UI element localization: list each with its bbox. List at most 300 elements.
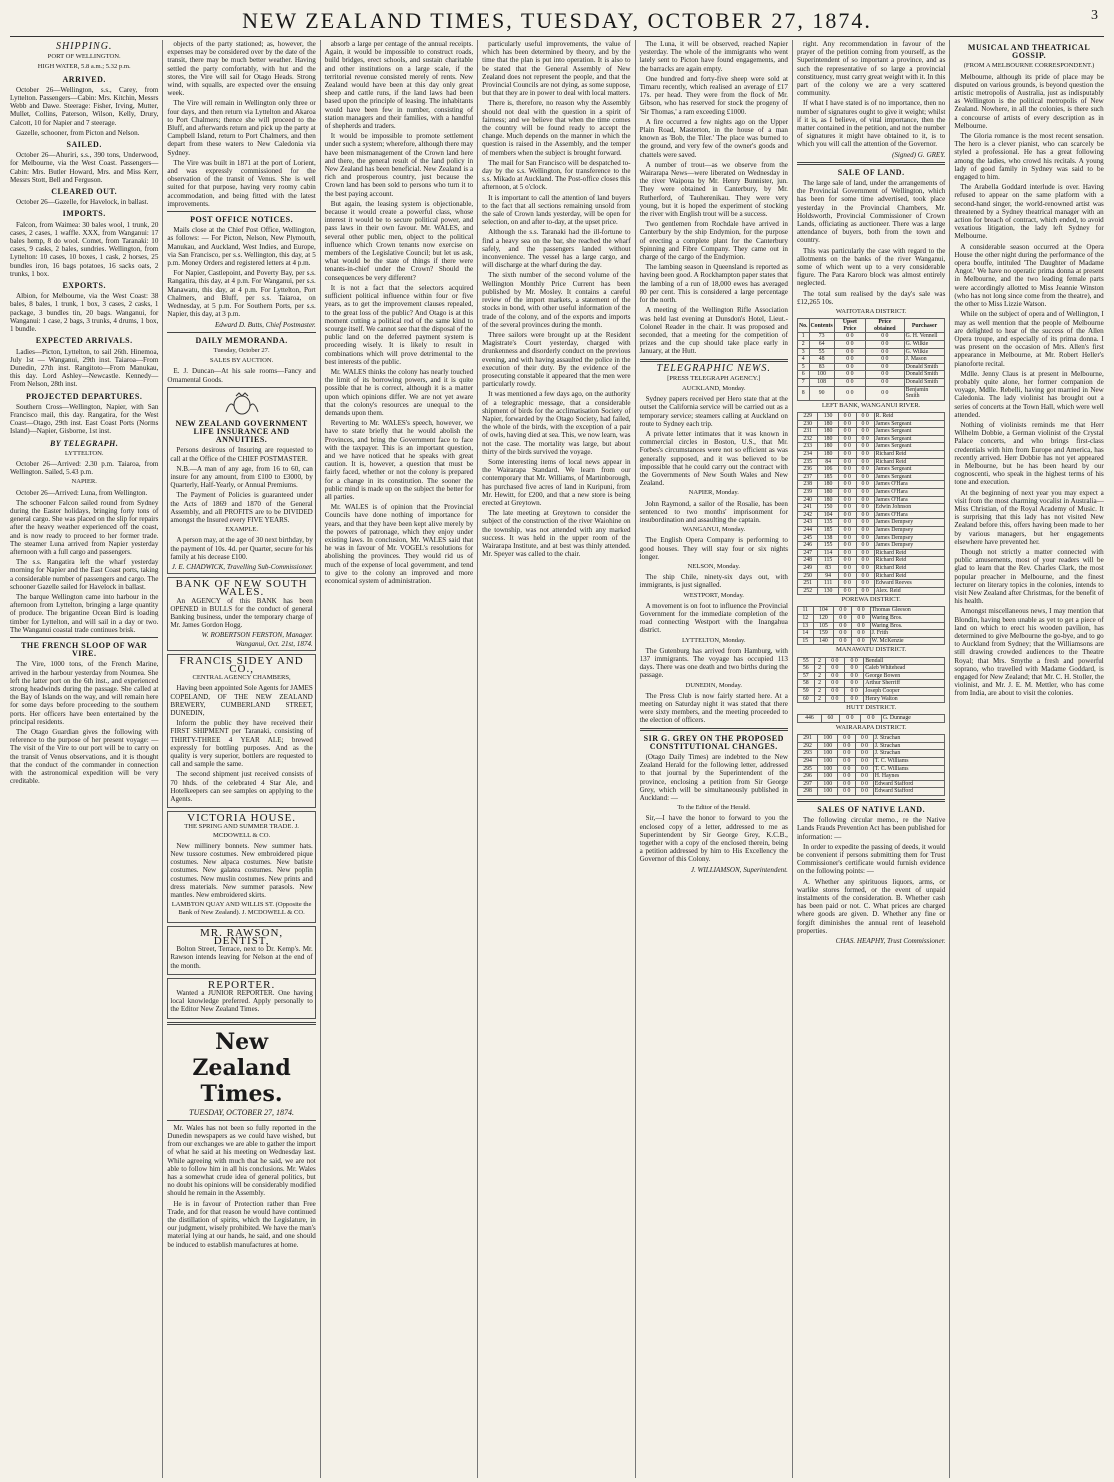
gossip-text-4: A considerable season occurred at the Opera House the other night during the performance of the opera bouffe, intituled 'The Daughter of Madame Angot.' We have no operatic prima donna at present in Melbourne, and the two leading female parts were accordingly allotted to Miss Jeannie Winston (who has not long since come from the theatre), and the other to Miss Lizzie Watson. (954, 242, 1104, 309)
table-row (797, 519, 944, 527)
table-cell: 233 (797, 443, 817, 451)
col-contents: Contents (809, 319, 834, 333)
table-row (797, 386, 944, 400)
table-row (797, 504, 944, 512)
table-row (797, 466, 944, 474)
column-3 (321, 40, 478, 1478)
table-cell: 298 (797, 788, 817, 796)
table-cell: 180 (818, 481, 838, 489)
table-cell: Waring Bros. (870, 615, 945, 623)
native-land-text-3: A. Whether any spirituous liquors, arms, or warlike stores formed, or the event of unpaid instalments of the consideration. B. Whether cash has been paid or not. C. What prices are charged where goods are given. D. Whether any fine or forgift diminishes the annual rent of leasehold properties. (796, 877, 946, 935)
table-cell: 0 0 (866, 341, 905, 349)
table-cell: James Sergeant (874, 473, 945, 481)
table-cell: 100 (818, 773, 838, 781)
reporter-heading: REPORTER. (207, 978, 276, 991)
table-cell: 83 (809, 363, 834, 371)
land-table-manawatu (797, 657, 945, 704)
table-cell: 0 0 (834, 607, 852, 615)
table-cell: Richard Reid (874, 564, 945, 572)
napier-heading: NAPIER, Monday. (688, 489, 739, 497)
table-cell: 0 0 (856, 534, 874, 542)
table-cell: 246 (797, 542, 817, 550)
table-cell: 84 (818, 458, 838, 466)
editorial-continued-5: Mr. WALES thinks the colony has nearly touched the limit of its borrowing powers, and it is quite possible that he is correct, although it is a matter upon which opinions differ. We are not yet aware that the colony's resources are unequal to the demands upon them. (324, 367, 474, 417)
dentist-heading: MR. RAWSON, DENTIST, (200, 926, 284, 947)
table-cell: Waring Bros. (870, 622, 945, 630)
imports-text: Falcon, from Waimea: 30 bales wool, 1 trunk, 20 cases, 2 cases, 1 waffle. XXX, from Wanganui: 17 bales hemp, 8 do wool. Comet, from Taranaki: 10 cases, 9 casks, 2 bales, sundries. Wellington, from Lyttelton: 10 cases, 10 boxes, 1 cask, 2 horses, 25 bundles iron, 16 bags potatoes, 16 sacks oats, 2 trunks, 1 box. (10, 220, 159, 278)
table-cell: 0 0 (834, 386, 865, 400)
column-4 (478, 40, 635, 1478)
shipping-heading: SHIPPING. (55, 41, 113, 52)
sales-text: E. J. Duncan—At his sale rooms—Fancy and Ornamental Goods. (167, 367, 316, 384)
table-row (797, 788, 944, 796)
table-row (797, 363, 944, 371)
daily-memoranda-heading: DAILY MEMORANDA. (195, 335, 288, 345)
table-row (797, 680, 944, 688)
table-cell: 0 0 (838, 526, 856, 534)
table-cell: 291 (797, 735, 817, 743)
table-cell: 180 (818, 428, 838, 436)
table-cell: 234 (797, 451, 817, 459)
col-obtained: Price obtained (866, 319, 905, 333)
land-table-porewa (797, 606, 945, 645)
bank-heading: BANK OF NEW SOUTH WALES. (175, 578, 308, 599)
masthead-title: NEW ZEALAND TIMES, TUESDAY, OCTOBER 27, 1874. (242, 8, 872, 33)
table-cell: 250 (797, 572, 817, 580)
petition-signature: (Signed) G. GREY. (892, 150, 946, 159)
table6-heading: WAIRARAPA DISTRICT. (835, 724, 907, 732)
land-sale-heading: SALE OF LAND. (837, 167, 905, 177)
sailed-text: October 26—Ahuriri, s.s., 390 tons, Underwood, for Melbourne, via the West Coast. Passengers—Cabin: Mrs. Butler Howard, Mrs. and Miss Kerr, Messrs Stott, Bell and Ferguson. (10, 151, 159, 184)
table-cell: 0 0 (856, 511, 874, 519)
cleared-heading: CLEARED OUT. (51, 187, 118, 197)
table-cell: 252 (797, 587, 817, 595)
table-cell: Donald Smith (904, 379, 945, 387)
table-cell: 0 0 (838, 435, 856, 443)
table-cell: 0 0 (838, 572, 856, 580)
table-cell: 0 0 (838, 481, 856, 489)
editorial-continued-7: Mr. WALES is of opinion that the Provincial Councils have done nothing of importance for years, and that they have been kept alive merely by the powers of patronage, which they enjoy under existing laws. In conclusion, Mr. WALES said that he was in favour of Mr. VOGEL's resolutions for abolishing the provinces. They would rid us of much of the expense of local government, and tend to give to the colony an improved and more economical system of administration. (324, 503, 474, 585)
port-heading: PORT OF WELLINGTON. (47, 53, 121, 61)
table-cell: Edwin Johnson (874, 504, 945, 512)
expected-heading: EXPECTED ARRIVALS. (35, 336, 133, 346)
gossip-text-5: While on the subject of opera and of Wellington, I may as well mention that the people of Melbourne are delighted to hear of the success of the Allen Opera troupe, and especially of its prima donna. I was present on the occasion of Mrs. Allen's first appearance in Melbourne, at Mr. Robert Heller's pianoforte recital. (954, 310, 1104, 368)
masthead (10, 8, 1104, 37)
nelson-heading: NELSON, Monday. (687, 562, 741, 570)
reporter-ad (167, 978, 315, 1019)
local-news-7: A meeting of the Wellington Rifle Association was held last evening at Dunsdon's Hotel, Lieut.-Colonel Reader in the chair. It was proposed and seconded, that a meeting for the competition of prizes and the cup should take place early in January, at the Hutt. (639, 306, 788, 356)
table-cell: 180 (818, 443, 838, 451)
table-cell: 0 0 (834, 637, 852, 645)
col-purchaser: Purchaser (904, 319, 945, 333)
land-sale-text-3: The total sum realised by the day's sale was £12,265 10s. (796, 289, 946, 306)
table-cell: 0 0 (856, 526, 874, 534)
victoria-items: New millinery bonnets. New summer hats. New tussore costumes. New embroidered pique costumes. New alpaca costumes. New batiste costumes. New galatea costumes. New poplin costumes. New muslin costumes. New prints and dress materials. New summer parasols. New mantles. New embroidered skirts. (170, 841, 313, 900)
table-cell: 0 0 (825, 672, 844, 680)
table-cell: 0 0 (838, 742, 856, 750)
editorial-continued-6: Reverting to Mr. WALES's speech, however, we have to state briefly that he would abolish the Provinces, and bring the Government face to face with the taxpayer. This is an important question, and we have noticed that he speaks with great caution. It is, however, a question that must be fairly faced, whether or not the colony is prepared for a change in its constitution. The sooner the public mind is made up on the subject the better for all parties. (324, 419, 474, 501)
vire-notice-3: The Vire was built in 1871 at the port of Lorient, and was expressly commissioned for the observation of the transit of Venus. She is well suited for that purpose, having very roomy cabin accommodation, and being fitted with the latest improvements. (167, 158, 316, 208)
table-cell: 0 0 (856, 443, 874, 451)
table-row (797, 672, 944, 680)
table-row (797, 773, 944, 781)
table-row (797, 496, 944, 504)
table-cell: 292 (797, 742, 817, 750)
war-heading: THE FRENCH SLOOP OF WAR VIRE. (21, 641, 148, 659)
table-cell: 104 (813, 607, 834, 615)
sidey-ad (167, 654, 315, 808)
table-cell: 0 0 (844, 680, 863, 688)
table-cell: 0 0 (856, 572, 874, 580)
table-cell: 2 (814, 657, 825, 665)
editorial-text-2: He is in favour of Protection rather than Free Trade, and for that reason he would have continued the distillation of spirits, which the Legislature, in our judgment, wisely prohibited. We have the man's material lying at our hands, he said, and one should be induced to establish manufactures at home. (167, 1199, 316, 1249)
table-row (797, 526, 944, 534)
table4-heading: MANAWATU DISTRICT. (835, 646, 907, 654)
table-cell: 55 (797, 657, 814, 665)
post-office-signature: Edward D. Butts, Chief Postmaster. (214, 320, 316, 329)
table-cell: 0 0 (838, 504, 856, 512)
post-office-text: Mails close at the Chief Post Office, Wellington, as follows: — For Picton, Nelson, New Plymouth, Manukau, and Auckland, West Indies, and Europe, via San Francisco, per s.s. Wellington, this day, at 5 p.m. Money Orders and registered letters at 4 p.m. (167, 226, 316, 268)
projected-heading: PROJECTED DEPARTURES. (26, 391, 143, 401)
table-cell: 0 0 (856, 413, 874, 421)
table-cell: 180 (818, 420, 838, 428)
example-text: A person may, at the age of 30 next birthday, by the payment of 10s. 4d. per Quarter, secure for his family at his decease £100. (170, 536, 313, 561)
table-cell: J. Frith (870, 630, 945, 638)
table-cell: 159 (813, 630, 834, 638)
table-cell: 0 0 (838, 466, 856, 474)
table-row (797, 511, 944, 519)
table-cell: Alex. Reid (874, 587, 945, 595)
reporter-text: Wanted a JUNIOR REPORTER. One having local knowledge preferred. Apply personally to the Editor New Zealand Times. (170, 988, 313, 1014)
table-cell: 108 (809, 379, 834, 387)
table-cell: James O'Hara (874, 511, 945, 519)
table-cell: James Sergeant (874, 435, 945, 443)
land-table-wairarapa (797, 734, 945, 796)
table-cell: 230 (797, 420, 817, 428)
table-cell: Richard Reid (874, 451, 945, 459)
table-cell: 4 (797, 356, 809, 364)
divider (167, 332, 315, 333)
table-row (797, 534, 944, 542)
table-cell: Benjamin Smith (904, 386, 945, 400)
table-row (797, 413, 944, 421)
dunedin-text: The Press Club is now fairly started here. At a meeting on Saturday night it was stated that there were sixty members, and the meeting proceeded to the election of officers. (639, 691, 788, 725)
gossip-text-9: Though not strictly a matter connected with public amusements, most of your readers will be glad to learn that the Rev. Charles Clark, the most popular preacher in Melbourne, and the finest lecturer on literary topics in the colonies, intends to visit New Zealand after Christmas, for the benefit of his health. (954, 547, 1104, 606)
sidey-heading: FRANCIS SIDEY AND CO., (179, 654, 304, 675)
example-signature: J. E. CHADWICK, Travelling Sub-Commissioner. (171, 562, 313, 571)
table-cell: 0 0 (856, 765, 874, 773)
table-row (797, 473, 944, 481)
table-row (797, 572, 944, 580)
table-cell: 6 (797, 371, 809, 379)
table-row (797, 735, 944, 743)
table-cell: 56 (797, 665, 814, 673)
table-cell: 100 (818, 735, 838, 743)
table-row (797, 542, 944, 550)
table-cell: 0 0 (834, 630, 852, 638)
table-cell: 294 (797, 758, 817, 766)
cleared-text: October 26—Gazelle, for Havelock, in ballast. (16, 198, 149, 207)
editorial-continued: absorb a large per centage of the annual receipts. Again, it would be impossible to construct roads, build bridges, erect schools, and sustain charitable and other institutions on a large scale, if the territorial revenue consisted merely of rents. New Zealand would have been at this day only great sheep and cattle runs, if the land laws had been based upon the principle of leasing. The inhabitants would have been few in number, consisting of station managers and their families, with a handful of shepherds and traders. (324, 40, 474, 131)
divider (640, 359, 788, 362)
table-cell: 232 (797, 435, 817, 443)
table-cell: 0 0 (838, 564, 856, 572)
table-cell: 0 0 (866, 363, 905, 371)
nelson-text: The ship Chile, ninety-six days out, with immigrants, is just signalled. (639, 573, 788, 590)
gossip-text-7: Nothing of violinists reminds me that Herr Wilhelm Dobbie, a German violinist of the Crystal Palace concerts, and who brings first-class credentials with him from Europe and America, has recently arrived. Herr Dobbie has not yet appeared in Melbourne, but he has been heard by our cognoscenti, who speak in the highest terms of his tone and execution. (954, 420, 1104, 487)
table-cell: 0 0 (856, 488, 874, 496)
table-cell: 0 0 (856, 735, 874, 743)
table-cell: 0 0 (838, 511, 856, 519)
table-row (797, 435, 944, 443)
table-cell: 0 0 (856, 742, 874, 750)
table-row (797, 630, 944, 638)
table-cell: 1 (797, 333, 809, 341)
table-cell: 0 0 (866, 356, 905, 364)
table-cell: 0 0 (856, 466, 874, 474)
table-cell: 0 0 (856, 481, 874, 489)
lyttelton-text: The Gutenburg has arrived from Hamburg, with 137 immigrants. The voyage has occupied 113 days. There was one death and two births during the passage. (639, 646, 788, 680)
table-cell: James Dempsey (874, 534, 945, 542)
example-heading: EXAMPLE. (225, 526, 258, 534)
arrived-text-2: Gazelle, schooner, from Picton and Nelson. (16, 128, 140, 137)
insurance-heading: NEW ZEALAND GOVERNMENT LIFE INSURANCE AND ANNUITIES. (175, 418, 308, 445)
table-cell: 100 (818, 758, 838, 766)
table-cell: 297 (797, 780, 817, 788)
table-cell: Richard Reid (874, 458, 945, 466)
table-cell: R. Reid (874, 413, 945, 421)
auckland-text: Sydney papers received per Hero state that at the outset the California service will be carried out as a temporary service; steamers calling at Auckland on route to Sydney each trip. (639, 395, 788, 428)
local-news-5: Two gentlemen from Rochdale have arrived in Canterbury by the ship Endymion, for the purpose of erecting a complete plant for the Canterbury Spinning and Fibre Company. They came out in charge of the cargo of the Endymion. (639, 220, 788, 262)
column-1 (6, 40, 163, 1478)
table-row (797, 622, 944, 630)
table-cell: 0 0 (838, 765, 856, 773)
native-land-signature: CHAS. HEAPHY, Trust Commissioner. (835, 937, 946, 946)
table-cell: Richard Reid (874, 557, 945, 565)
local-news-6: The lambing season in Queensland is reported as having been good. A Rockhampton paper states that the lambing of a run of 18,000 ewes has averaged 80 per cent. This is considered a large percentage for the north. (639, 263, 788, 305)
lyttelton-text: October 26—Arrived: 2.30 p.m. Taiaroa, from Wellington. Sailed, 5.43 p.m. (10, 459, 159, 477)
table-cell: 0 0 (834, 622, 852, 630)
gossip-subheading: (FROM A MELBOURNE CORRESPONDENT.) (963, 62, 1095, 70)
table-cell: 293 (797, 750, 817, 758)
table-cell: 2 (814, 665, 825, 673)
column-5 (636, 40, 793, 1478)
divider (797, 799, 945, 802)
table-cell: 0 0 (856, 496, 874, 504)
local-news-4: A number of trout—as we observe from the Wairarapa News—were liberated on Wednesday in the river Waipoua by Mr. Henry Bunnister, jun. They were obtained in Canterbury, by Mr. Rutherford, of Tauherenikau. They were very young, but it is hoped the experiment of stocking the river with English trout will be a success. (639, 160, 788, 219)
table-cell: 3 (797, 348, 809, 356)
victoria-heading: VICTORIA HOUSE. (187, 812, 297, 825)
dateline: TUESDAY, OCTOBER 27, 1874. (189, 1107, 295, 1117)
table-cell: 83 (818, 564, 838, 572)
arrived-heading: ARRIVED. (62, 74, 106, 84)
table-cell: 59 (797, 688, 814, 696)
table-cell: 120 (813, 615, 834, 623)
table-cell: 0 0 (844, 695, 863, 703)
table-cell: 0 0 (838, 788, 856, 796)
table-cell: 0 0 (860, 715, 881, 723)
table-cell: 0 0 (838, 496, 856, 504)
gossip-text-10: Amongst miscellaneous news, I may mention that Blondin, having been unable as yet to get a piece of land on which to erect his wooden pavilion, has determined to give Melbourne the go-bye, and to go to Auckland from Sydney; that the Williamsons are still drawing crowded audiences to the Theatre Royal; that Mrs. Smythe a fresh and powerful soprano, who travelled with Madame Goddard, is engaged for New Zealand; that Mr. C. H. Stoller, the violinist, and Mr. J. E. M. Mettler, who has come from India, are about to visit the colonies. (954, 607, 1104, 698)
table-cell: 2 (814, 680, 825, 688)
table-cell: 5 (797, 363, 809, 371)
local-news-7: Three sailors were brought up at the Resident Magistrate's Court yesterday, charged with drunkenness and disorderly conduct on the previous evening, and with having assaulted the police in the execution of their duty. By the evidence of the prosecuting constable it appeared that the men were particularly rowdy. (482, 330, 631, 389)
newspaper-nameplate: New Zealand Times. (192, 1028, 291, 1107)
table-cell: Bendall (864, 657, 945, 665)
table-cell: 238 (797, 481, 817, 489)
column-6 (793, 40, 950, 1478)
lyttelton-heading: LYTTELTON, Monday. (681, 636, 746, 644)
table-cell: 0 0 (838, 428, 856, 436)
table-row (797, 688, 944, 696)
table-cell: 0 0 (844, 688, 863, 696)
gossip-text: Melbourne, although its pride of place may be disputed on various grounds, is beyond question the artistic metropolis of Australia, just as indisputably as Wellington is the political metropolis of New Zealand. Nowhere, in all the colonies, is there such a concourse of artists of every description as in Melbourne. (954, 72, 1104, 130)
local-news-4: It is important to call the attention of land buyers to the fact that all sections remaining unsold from the sale of Crown lands yesterday, will be open for selection, on and after to-day, at the upset price. (482, 193, 631, 227)
table-cell: 0 0 (838, 735, 856, 743)
napier-heading: NAPIER. (71, 478, 97, 486)
table-row (797, 420, 944, 428)
table-cell: 243 (797, 519, 817, 527)
table-cell: 0 0 (838, 780, 856, 788)
divider (797, 162, 945, 165)
table-row (797, 637, 944, 645)
table-cell: 244 (797, 526, 817, 534)
table-cell: 0 0 (838, 773, 856, 781)
table-cell: 180 (818, 496, 838, 504)
grey-text: (Otago Daily Times) are indebted to the New Zealand Herald for the following letter, addressed to that journal by the Superintendent of the province, enclosing a petition from Sir George Grey, which will be simultaneously published in Auckland: — (639, 753, 788, 803)
table-row (797, 379, 944, 387)
table-cell: 0 0 (838, 413, 856, 421)
table-cell: James O'Hara (874, 496, 945, 504)
exports-heading: EXPORTS. (62, 281, 106, 291)
table-row (797, 587, 944, 595)
victoria-subheading: THE SPRING AND SUMMER TRADE. J. MCDOWELL & CO. (184, 823, 299, 839)
table-row (797, 665, 944, 673)
table-cell: 94 (818, 572, 838, 580)
local-news-8: It was mentioned a few days ago, on the authority of a telegraphic message, that a considerable shipment of birds for the acclimatisation Society of Napier, forwarded by the Otago Society, had failed, the whole of the birds, with the exception of a pair of owls, having died at sea. This, we now learn, was not the case. The mortality was large, but about thirty of the birds survived the voyage. (482, 390, 631, 456)
table-cell: 0 0 (838, 750, 856, 758)
table-cell: 0 0 (834, 341, 865, 349)
victoria-address: LAMBTON QUAY AND WILLIS ST. (Opposite the Bank of New Zealand). J. MCDOWELL & CO. (171, 901, 312, 917)
table-cell: 0 0 (866, 371, 905, 379)
table-row (797, 564, 944, 572)
table5-heading: HUTT DISTRICT. (846, 704, 897, 712)
table-cell: 0 0 (838, 443, 856, 451)
table-cell: 0 0 (838, 587, 856, 595)
table-cell: 240 (797, 496, 817, 504)
table-cell: 115 (818, 557, 838, 565)
local-news-2: There is, therefore, no reason why the Assembly should not deal with the question in a spirit of fairness; and we believe that when the time comes the country will be found ready to accept the change. Much depends on the manner in which the question is raised in the Assembly, and the temper of members when the subject is brought forward. (482, 99, 631, 157)
table-cell: 0 0 (856, 557, 874, 565)
table-cell: Caleb Whitehead (864, 665, 945, 673)
table-cell: J. Strachan (873, 735, 945, 743)
telegraphic-heading: TELEGRAPHIC NEWS. (656, 362, 771, 374)
table-row (797, 742, 944, 750)
table-cell: 64 (809, 341, 834, 349)
table-cell: James Sergeant (874, 466, 945, 474)
table-cell: 0 0 (838, 758, 856, 766)
table3-heading: POREWA DISTRICT. (841, 596, 901, 604)
table-cell: G. Dunnage (881, 715, 945, 723)
gossip-heading: MUSICAL AND THEATRICAL GOSSIP. (967, 43, 1091, 61)
arrived-text: October 26—Wellington, s.s., Carey, from Lyttelton. Passengers—Cabin: Mrs. Kitchin, Messrs Webb and Dawe. Steerage: Fisher, Irving, Mutter, Mullet, Collins, Paterson, Wilson, Kelly, Drury, Calcott, 10 for Napier and 7 steerage. (10, 85, 159, 127)
table-cell: J. Strachan (873, 742, 945, 750)
sailed-heading: SAILED. (66, 140, 102, 150)
table-cell: 0 0 (838, 519, 856, 527)
table-cell: 140 (813, 637, 834, 645)
high-water: HIGH WATER, 5.8 a.m.; 5.32 p.m. (37, 63, 131, 71)
table-cell: 2 (797, 341, 809, 349)
table-cell: 0 0 (856, 504, 874, 512)
table-cell: 245 (797, 534, 817, 542)
table-row (797, 780, 944, 788)
table-cell: 0 0 (838, 458, 856, 466)
table-cell: James Dempsey (874, 542, 945, 550)
table-cell: 229 (797, 413, 817, 421)
table-cell: 446 (797, 715, 821, 723)
insurance-ad (167, 387, 315, 574)
victoria-house-ad (167, 811, 315, 922)
local-news: particularly useful improvements, the value of which has been determined by theory, and by the time that the plan is put into operation. It is also to be stated that the General Assembly of New Zealand does not represent the people, and that the Provincial Councils are not dying, as some suppose, but that they are in power to deal with local matters. (482, 40, 631, 98)
table-row (797, 695, 944, 703)
table-cell: Thomas Gleeson (870, 607, 945, 615)
table-cell: 0 0 (866, 333, 905, 341)
table-cell: Donald Smith (904, 371, 945, 379)
table-cell: James Sergeant (874, 428, 945, 436)
table-row (797, 615, 944, 623)
table-row (797, 549, 944, 557)
table-cell: 14 (797, 630, 813, 638)
table-cell: 0 0 (856, 542, 874, 550)
land-table-wanganui (797, 412, 945, 595)
column-7 (950, 40, 1107, 1478)
table-cell: 0 0 (838, 557, 856, 565)
table-cell: 100 (809, 371, 834, 379)
table-row (797, 580, 944, 588)
table-cell: 0 0 (856, 420, 874, 428)
table-cell: 0 0 (856, 564, 874, 572)
table-row (797, 341, 944, 349)
shipping-news: The schooner Falcon sailed round from Sydney during the Easter holidays, bringing forty tons of general cargo. She was placed on the slip for repairs after the heavy weather experienced off the coast, and is now ready to proceed to her former trade. The steamer Luna arrived from Napier yesterday afternoon with a full cargo and passengers. (10, 498, 159, 556)
table-cell: W. McKenzie (870, 637, 945, 645)
table-cell: 237 (797, 473, 817, 481)
table-row (797, 715, 944, 723)
table-cell: 0 0 (825, 665, 844, 673)
table-cell: 100 (818, 765, 838, 773)
projected-text: Southern Cross—Wellington, Napier, with San Francisco mail, this day. Rangatira, for the West Coast—Otago, 29th inst. East Coast Ports (Norms Island)—Napier, Gisborne, 1st inst. (10, 402, 159, 436)
post-office-text-2: For Napier, Castlepoint, and Poverty Bay, per s.s. Rangatira, this day, at 4 p.m. For Wanganui, per s.s. Manawatu, this day, at 4 p.m. For Lyttelton, Port Chalmers, and Bluff, per s.s. Taiaroa, on Wednesday, at 5 p.m. For Southern Ports, per s.s. Napier, this day, at 3 p.m. (167, 269, 316, 319)
telegraphic-subheading: [PRESS TELEGRAPH AGENCY.] (667, 374, 761, 382)
table-cell: 0 0 (834, 333, 865, 341)
napier-text: October 26—Arrived: Luna, from Wellington. (16, 488, 148, 497)
table-cell: 0 0 (825, 680, 844, 688)
bank-ad (167, 577, 315, 651)
divider (167, 1022, 315, 1025)
exports-text: Albion, for Melbourne, via the West Coast: 38 bales, 8 bales, 1 trunk, 1 box, 3 cases, 2 casks, 1 package, 3 bundles tin, 20 bags. Wanganui, for Wanganui: 1 case, 2 bags, 3 trunks, 4 drums, 1 box, 1 bundle. (10, 292, 159, 334)
royal-crest-icon (222, 392, 262, 416)
table-cell: Henry Walton (864, 695, 945, 703)
table-cell: 8 (797, 386, 809, 400)
local-news-3: The mail for San Francisco will be despatched to-day by the s.s. Wellington, for transference to the s.s. Mikado at Auckland. The Post-office closes this afternoon, at 5 o'clock. (482, 158, 631, 192)
local-news-10: The late meeting at Greytown to consider the subject of the construction of the river Waiohine on the township, was not attended with any marked success. It was held in the upper room of the Wairarapa Institute, and at best was thinly attended. Mr. Speyer was called to the chair. (482, 509, 631, 559)
table-row (797, 657, 944, 665)
table-row (797, 607, 944, 615)
table-cell: 0 0 (856, 750, 874, 758)
table-cell: 251 (797, 580, 817, 588)
table-cell: 0 0 (856, 428, 874, 436)
local-news-9: Some interesting items of local news appear in the Wairarapa Standard. We learn from our contemporary that Mr. Williams, of Martinborough, has purchased five acres of land in Kuripuni, from Mr. Hewitt, for £200, and that a new store is being erected at Greytown. (482, 457, 631, 507)
table-cell: T. C. Williams (873, 765, 945, 773)
